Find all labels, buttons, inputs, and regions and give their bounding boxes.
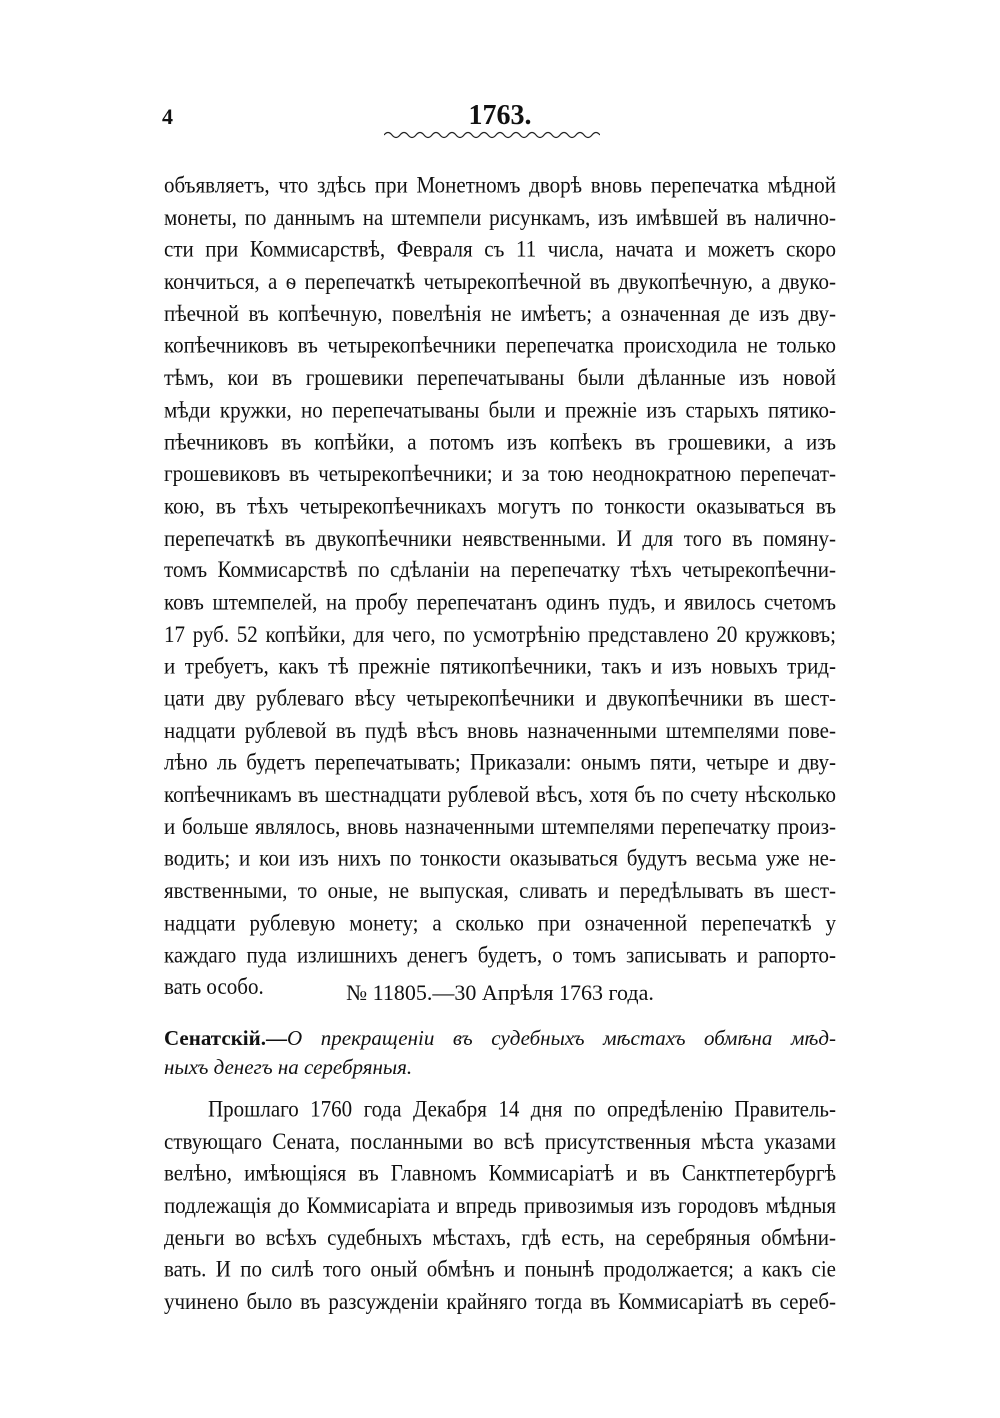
text-line: кою, въ тѣхъ четырекопѣечникахъ могутъ по тонкости оказываться въ — [164, 492, 836, 519]
text-line: вать особо. — [164, 973, 264, 1000]
text-line: пѣечной въ копѣечную, повелѣнія не имѣетъ; а означенная де изъ дву- — [164, 300, 836, 327]
text-line: Прошлаго 1760 года Декабря 14 дня по опредѣленію Правитель- — [208, 1096, 836, 1123]
text-line: пѣечниковъ въ копѣйки, а потомъ изъ копѣекъ въ грошевики, а изъ — [164, 428, 836, 455]
text-line: вать. И по силѣ того оный обмѣнъ и понынѣ продолжается; а какъ сіе — [164, 1256, 836, 1283]
text-line: перепечаткѣ въ двукопѣечники неявственными. И для того въ помяну- — [164, 524, 836, 551]
text-line: подлежащія до Коммисаріата и впредь привозимыя изъ городовъ мѣдныя — [164, 1192, 836, 1219]
text-line: цати дву рублеваго вѣсу четырекопѣечники и двукопѣечники въ шест- — [164, 685, 836, 712]
document-paragraph — [164, 1094, 836, 1318]
summary-lead: Сенатскій.— — [164, 1026, 287, 1050]
continued-paragraph — [164, 170, 836, 1004]
text-line: велѣно, имѣющіяся въ Главномъ Коммисаріатѣ и въ Санктпетербургѣ — [164, 1160, 836, 1187]
text-line: тѣмъ, кои въ грошевики перепечатываны были дѣланные изъ новой — [164, 364, 836, 391]
text-line: учинено было въ разсужденіи крайняго тогда въ Коммисаріатѣ въ сереб- — [164, 1288, 836, 1315]
summary-line — [164, 1024, 836, 1053]
text-line: копѣечниковъ въ четырекопѣечники перепечатка происходила не только — [164, 332, 836, 359]
text-line: явственными, то оные, не выпуская, сливать и передѣлывать въ шест- — [164, 877, 836, 904]
page-year-heading: 1763. — [468, 100, 532, 131]
text-line: сти при Коммисарствѣ, Февраля съ 11 числа, начата и можетъ скоро — [164, 236, 836, 263]
text-line: монеты, по даннымъ на штемпели рисункамъ, изъ имѣвшей въ наличнo- — [164, 204, 836, 231]
document-summary — [164, 1024, 836, 1082]
text-line: мѣди кружки, но перепечатываны были и прежніе изъ старыхъ пятико- — [164, 396, 836, 423]
text-line: и требуетъ, какъ тѣ прежніе пятикопѣечники, такъ и изъ новыхъ трид- — [164, 653, 836, 680]
text-line: и больше являлось, вновь назначенными штемпелями перепечатку произ- — [164, 813, 836, 840]
text-line: грошевиковъ въ четырекопѣечники; и за тою неоднократною перепечат- — [164, 460, 836, 487]
text-line: надцати рублевую монету; а сколько при означенной перепечаткѣ у — [164, 909, 836, 936]
text-line: каждаго пуда излишнихъ денегъ будетъ, о томъ записывать и рапорто- — [164, 941, 836, 968]
text-line: ствующаго Сената, посланными во всѣ присутственныя мѣста указами — [164, 1128, 836, 1155]
text-line: надцати рублевой въ пудѣ вѣсъ вновь назначенными штемпелями пове- — [164, 717, 836, 744]
text-line: водить; и кои изъ нихъ по тонкости оказываться будутъ весьма уже не- — [164, 845, 836, 872]
text-line: деньги во всѣхъ судебныхъ мѣстахъ, гдѣ есть, на серебряныя обмѣни- — [164, 1224, 836, 1251]
text-line: кончиться, а ѳ перепечаткѣ четырекопѣечной въ двукопѣечную, а двуко- — [164, 268, 836, 295]
text-line: томъ Коммисарствѣ по сдѣланіи на перепечатку тѣхъ четырекопѣечни- — [164, 556, 836, 583]
text-line: лѣно ль будетъ перепечатывать; Приказали: онымъ пяти, четыре и дву- — [164, 749, 836, 776]
page-number: 4 — [162, 104, 173, 129]
summary-line: ныхъ денегъ на серебряныя. — [164, 1055, 413, 1079]
summary-title: О прекращеніи въ судебныхъ мѣстахъ обмѣна мѣд- — [286, 1026, 836, 1050]
document-number-heading: № 11805.—30 Апрѣля 1763 года. — [346, 980, 654, 1005]
text-line: 17 руб. 52 копѣйки, для чего, по усмотрѣнію представлено 20 кружковъ; — [164, 621, 836, 647]
text-line: копѣечникамъ въ шестнадцати рублевой вѣсъ, хотя бъ по счету нѣсколько — [164, 781, 836, 808]
text-line: объявляетъ, что здѣсь при Монетномъ дворѣ вновь перепечатка мѣдной — [164, 172, 836, 199]
text-line: ковъ штемпелей, на пробу перепечатанъ одинъ пудъ, и явилось счетомъ — [164, 588, 836, 615]
wavy-rule-ornament — [384, 128, 600, 142]
